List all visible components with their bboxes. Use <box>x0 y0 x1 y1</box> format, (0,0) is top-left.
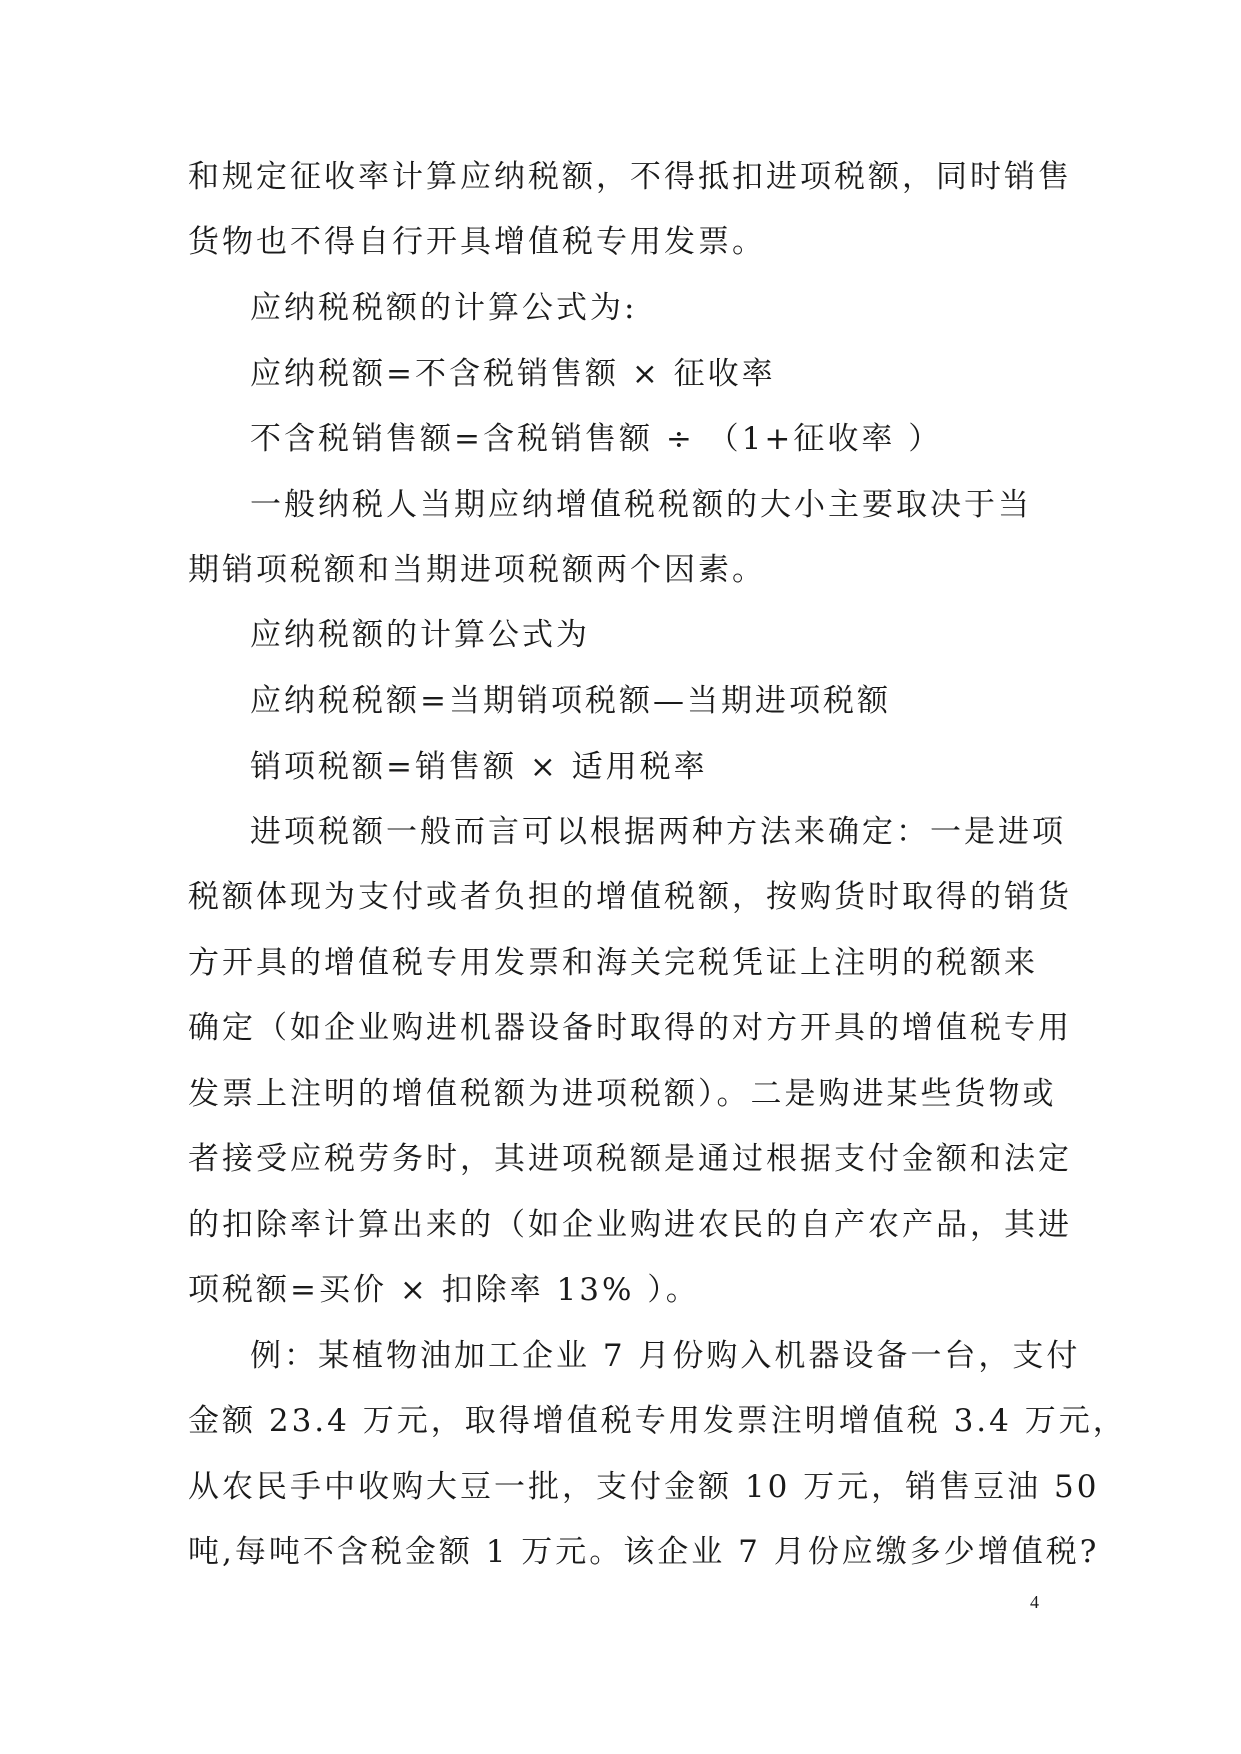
body-line-8: 应纳税额的计算公式为 <box>250 617 590 653</box>
page-number: 4 <box>1030 1592 1039 1612</box>
formula-line-4: 销项税额=销售额 × 适用税率 <box>250 749 708 785</box>
body-line-12: 税额体现为支付或者负担的增值税额，按购货时取得的销货 <box>188 879 1072 915</box>
body-line-15: 发票上注明的增值税额为进项税额）。二是购进某些货物或 <box>188 1076 1057 1112</box>
body-line-6: 一般纳税人当期应纳增值税税额的大小主要取决于当 <box>250 487 1032 523</box>
formula-line-1: 应纳税额=不含税销售额 × 征收率 <box>250 356 776 392</box>
body-line-7: 期销项税额和当期进项税额两个因素。 <box>188 552 766 588</box>
body-line-3: 应纳税税额的计算公式为: <box>250 290 638 326</box>
body-line-17: 的扣除率计算出来的（如企业购进农民的自产农产品，其进 <box>188 1207 1072 1243</box>
example-line-1: 例：某植物油加工企业 7 月份购入机器设备一台，支付 <box>250 1338 1081 1374</box>
example-line-2: 金额 23.4 万元，取得增值税专用发票注明增值税 3.4 万元， <box>188 1403 1127 1439</box>
body-line-18: 项税额=买价 × 扣除率 13% ）。 <box>188 1272 700 1308</box>
example-line-3: 从农民手中收购大豆一批，支付金额 10 万元，销售豆油 50 <box>188 1469 1100 1505</box>
body-line-11: 进项税额一般而言可以根据两种方法来确定：一是进项 <box>250 814 1066 850</box>
body-line-13: 方开具的增值税专用发票和海关完税凭证上注明的税额来 <box>188 945 1038 981</box>
formula-line-3: 应纳税税额=当期销项税额—当期进项税额 <box>250 683 891 719</box>
example-line-4: 吨,每吨不含税金额 1 万元。该企业 7 月份应缴多少增值税? <box>188 1534 1100 1570</box>
body-line-16: 者接受应税劳务时，其进项税额是通过根据支付金额和法定 <box>188 1141 1072 1177</box>
body-line-1: 和规定征收率计算应纳税额，不得抵扣进项税额，同时销售 <box>188 159 1072 195</box>
formula-line-2: 不含税销售额=含税销售额 ÷ （1+征收率 ） <box>250 421 943 457</box>
body-line-14: 确定（如企业购进机器设备时取得的对方开具的增值税专用 <box>188 1010 1072 1046</box>
body-line-2: 货物也不得自行开具增值税专用发票。 <box>188 224 766 260</box>
